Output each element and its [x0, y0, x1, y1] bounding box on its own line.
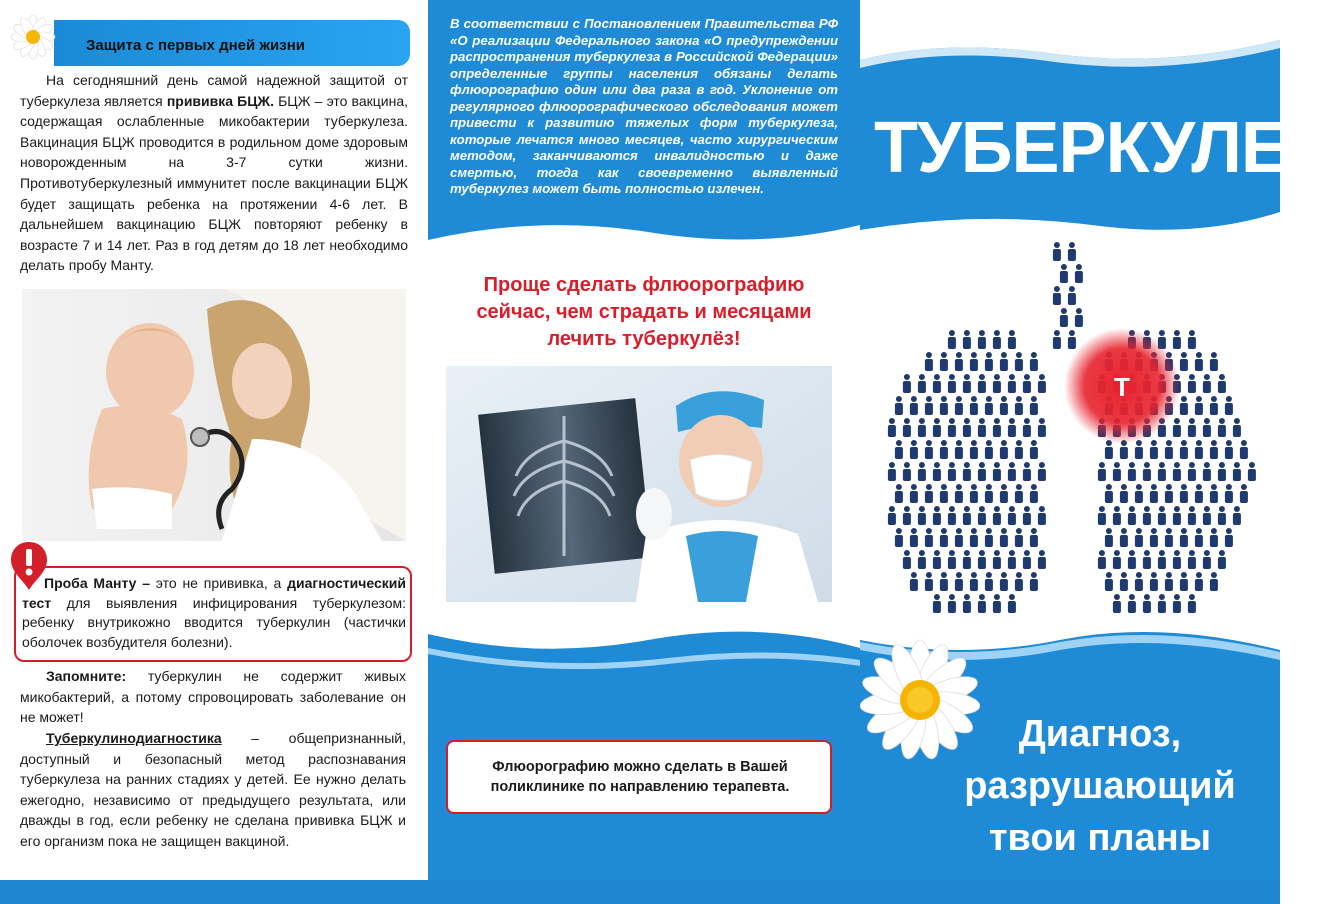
- person-figure: [940, 396, 948, 415]
- person-figure: [910, 528, 918, 547]
- daisy-flower-icon: [850, 630, 990, 770]
- person-figure: [1135, 440, 1143, 459]
- person-figure: [985, 572, 993, 591]
- person-figure: [1068, 242, 1076, 261]
- person-figure: [903, 374, 911, 393]
- person-figure: [978, 330, 986, 349]
- person-figure: [895, 528, 903, 547]
- intro-paragraph: [20, 70, 408, 276]
- person-figure: [918, 418, 926, 437]
- person-figure: [933, 550, 941, 569]
- person-figure: [1098, 506, 1106, 525]
- person-figure: [963, 330, 971, 349]
- person-figure: [1000, 352, 1008, 371]
- person-figure: [903, 506, 911, 525]
- person-figure: [1150, 440, 1158, 459]
- person-figure: [918, 550, 926, 569]
- person-figure: [1120, 528, 1128, 547]
- person-figure: [963, 594, 971, 613]
- person-figure: [1173, 594, 1181, 613]
- subtitle-line-1: Диагноз,: [1018, 713, 1182, 755]
- person-figure: [918, 374, 926, 393]
- person-figure: [1023, 550, 1031, 569]
- person-figure: [978, 550, 986, 569]
- person-figure: [1030, 440, 1038, 459]
- person-figure: [1038, 418, 1046, 437]
- person-figure: [985, 484, 993, 503]
- person-figure: [993, 550, 1001, 569]
- person-figure: [1038, 462, 1046, 481]
- person-figure: [970, 352, 978, 371]
- person-figure: [1023, 462, 1031, 481]
- person-figure: [918, 506, 926, 525]
- person-figure: [1158, 594, 1166, 613]
- person-figure: [933, 594, 941, 613]
- middle-panel: [428, 0, 860, 882]
- person-figure: [1113, 594, 1121, 613]
- person-figure: [1105, 572, 1113, 591]
- person-figure: [1203, 550, 1211, 569]
- info-line-2: поликлинике по направлению терапевта.: [490, 779, 790, 795]
- person-figure: [993, 506, 1001, 525]
- person-figure: [903, 462, 911, 481]
- person-figure: [925, 484, 933, 503]
- person-figure: [1000, 396, 1008, 415]
- person-figure: [985, 528, 993, 547]
- person-figure: [1210, 572, 1218, 591]
- person-figure: [888, 462, 896, 481]
- person-figure: [1015, 484, 1023, 503]
- person-figure: [1173, 462, 1181, 481]
- person-figure: [955, 396, 963, 415]
- fluorography-info-text: [450, 757, 830, 797]
- person-figure: [1218, 418, 1226, 437]
- person-figure: [910, 572, 918, 591]
- person-figure: [1165, 440, 1173, 459]
- person-figure: [963, 550, 971, 569]
- person-figure: [1038, 550, 1046, 569]
- person-figure: [985, 440, 993, 459]
- person-figure: [1113, 550, 1121, 569]
- person-figure: [925, 440, 933, 459]
- person-figure: [1173, 330, 1181, 349]
- person-figure: [1135, 484, 1143, 503]
- mantoux-warning-text: Проба Манту – это не прививка, а диагностический тест для выявления инфицирования туберкулезом: ребенку внутрикожно вводится туберкулин (частички оболочек возбудителя болезни).: [22, 575, 406, 650]
- person-figure: [1180, 352, 1188, 371]
- person-figure: [903, 550, 911, 569]
- person-figure: [1053, 330, 1061, 349]
- lungs-people-illustration: [882, 236, 1260, 616]
- person-figure: [1128, 594, 1136, 613]
- remember-paragraph: Запомните: туберкулин не содержит живых микобактерий, а потому спровоцировать заболевание он не может!: [20, 668, 406, 726]
- person-figure: [933, 506, 941, 525]
- subtitle-line-2: разрушающий: [964, 765, 1236, 807]
- person-figure: [940, 528, 948, 547]
- person-figure: [978, 462, 986, 481]
- person-figure: [993, 330, 1001, 349]
- person-figure: [1233, 418, 1241, 437]
- person-figure: [1165, 484, 1173, 503]
- person-figure: [1173, 506, 1181, 525]
- person-figure: [1030, 528, 1038, 547]
- person-figure: [1203, 506, 1211, 525]
- person-figure: [970, 572, 978, 591]
- person-figure: [933, 418, 941, 437]
- intro-rest: БЦЖ – это вакцина, содержащая ослабленные микобактерии туберкулеза. Вакцинация БЦЖ проводится в родильном доме здоровым новорожденным на 3-7 сутки жизни. Противотуберкулезный иммунитет после вакцинации БЦЖ будет защищать ребенка на протяжении 4-6 лет. В дальнейшем вакцинацию БЦЖ повторяют ребенку в возрасте 7 и 14 лет. Раз в год детям до 18 лет необходимо делать пробу Манту.: [20, 92, 408, 274]
- person-figure: [1113, 462, 1121, 481]
- person-figure: [970, 396, 978, 415]
- person-figure: [1128, 506, 1136, 525]
- person-figure: [925, 528, 933, 547]
- info-line-1: Флюорографию можно сделать в Вашей: [492, 759, 788, 775]
- person-figure: [1203, 374, 1211, 393]
- person-figure: [1165, 528, 1173, 547]
- person-figure: [1233, 462, 1241, 481]
- person-figure: [1188, 550, 1196, 569]
- person-figure: [940, 572, 948, 591]
- person-figure: [1195, 484, 1203, 503]
- person-figure: [1060, 308, 1068, 327]
- person-figure: [1038, 374, 1046, 393]
- person-figure: [1113, 506, 1121, 525]
- person-figure: [1098, 550, 1106, 569]
- person-figure: [1195, 572, 1203, 591]
- person-figure: [1158, 550, 1166, 569]
- person-figure: [903, 418, 911, 437]
- person-figure: [1225, 484, 1233, 503]
- person-figure: [1135, 572, 1143, 591]
- person-figure: [1210, 352, 1218, 371]
- subtitle-line-3: твои планы: [988, 817, 1212, 859]
- person-figure: [1180, 440, 1188, 459]
- left-panel: [0, 0, 428, 882]
- person-figure: [1015, 352, 1023, 371]
- person-figure: [933, 462, 941, 481]
- person-figure: [1210, 528, 1218, 547]
- person-figure: [1023, 506, 1031, 525]
- infection-marker-label: Т: [1114, 372, 1130, 402]
- person-figure: [970, 484, 978, 503]
- person-figure: [1008, 594, 1016, 613]
- person-figure: [1150, 572, 1158, 591]
- person-figure: [970, 528, 978, 547]
- person-figure: [1188, 374, 1196, 393]
- person-figure: [1008, 462, 1016, 481]
- person-figure: [1075, 308, 1083, 327]
- person-figure: [910, 440, 918, 459]
- tuberculin-diagnostics-paragraph: Туберкулинодиагностика – общепризнанный, доступный и безопасный метод распознавания туберкулеза на ранних стадиях у детей. Ее нужно делать ежегодно, независимо от предыдущего результата, или дважды в год, если ребенку не сделана прививка БЦЖ и его организм пока не защищен вакциной.: [20, 730, 406, 849]
- person-figure: [1098, 462, 1106, 481]
- person-figure: [1158, 462, 1166, 481]
- decree-text: В соответствии с Постановлением Правительства РФ «О реализации Федерального закона «О предупреждении распространения туберкулеза в Российской Федерации» определенные группы населения обязаны делать флюорографию один или два раза в год. Уклонение от регулярного флюорографического обследования может привести к развитию тяжелых форм туберкулеза, которые лечатся много месяцев, часто хирургическим методом, заканчиваются инвалидностью и даже смертью, тогда как своевременно выявленный туберкулез может быть полностью излечен.: [450, 16, 838, 196]
- person-figure: [940, 352, 948, 371]
- person-figure: [1023, 374, 1031, 393]
- person-figure: [1218, 506, 1226, 525]
- person-figure: [948, 418, 956, 437]
- person-figure: [1023, 418, 1031, 437]
- intro-bold: прививка БЦЖ.: [166, 92, 274, 109]
- person-figure: [1225, 440, 1233, 459]
- person-figure: [1218, 374, 1226, 393]
- person-figure: [895, 396, 903, 415]
- person-figure: [1000, 528, 1008, 547]
- person-figure: [985, 352, 993, 371]
- person-figure: [1068, 286, 1076, 305]
- person-figure: [1218, 462, 1226, 481]
- person-figure: [993, 594, 1001, 613]
- person-figure: [1203, 418, 1211, 437]
- person-figure: [888, 506, 896, 525]
- person-figure: [955, 440, 963, 459]
- person-figure: [970, 440, 978, 459]
- person-figure: [1188, 594, 1196, 613]
- person-figure: [948, 550, 956, 569]
- person-figure: [1180, 396, 1188, 415]
- person-figure: [1000, 484, 1008, 503]
- person-figure: [1203, 462, 1211, 481]
- person-figure: [955, 528, 963, 547]
- person-figure: [963, 418, 971, 437]
- person-figure: [918, 462, 926, 481]
- person-figure: [1210, 440, 1218, 459]
- slogan-line-1: Проще сделать флюорографию: [483, 274, 805, 296]
- person-figure: [1008, 374, 1016, 393]
- person-figure: [1233, 506, 1241, 525]
- person-figure: [1195, 528, 1203, 547]
- person-figure: [1173, 550, 1181, 569]
- slogan-line-3: лечить туберкулёз!: [547, 328, 741, 350]
- person-figure: [955, 484, 963, 503]
- intro-text: На сегодняшний день самой надежной защитой от туберкулеза является: [20, 72, 408, 109]
- diagnostic-test-term: диагностический тест: [22, 575, 406, 611]
- person-figure: [895, 440, 903, 459]
- person-figure: [1015, 528, 1023, 547]
- tuberculosis-title: ТУБЕРКУЛЕЗ: [874, 108, 1332, 188]
- person-figure: [948, 330, 956, 349]
- bottom-strip: [0, 880, 1280, 904]
- person-figure: [1030, 396, 1038, 415]
- person-figure: [978, 374, 986, 393]
- person-figure: [1195, 396, 1203, 415]
- person-figure: [1210, 396, 1218, 415]
- person-figure: [1188, 330, 1196, 349]
- person-figure: [1120, 484, 1128, 503]
- person-figure: [925, 396, 933, 415]
- person-figure: [1053, 242, 1061, 261]
- person-figure: [1225, 528, 1233, 547]
- person-figure: [933, 374, 941, 393]
- fluorography-slogan: [428, 272, 860, 353]
- person-figure: [1188, 506, 1196, 525]
- person-figure: [1180, 572, 1188, 591]
- person-figure: [1165, 572, 1173, 591]
- person-figure: [1240, 484, 1248, 503]
- person-figure: [1248, 462, 1256, 481]
- daisy-icon: [10, 14, 56, 60]
- remember-term: Запомните:: [46, 668, 127, 684]
- person-figure: [978, 594, 986, 613]
- person-figure: [978, 418, 986, 437]
- person-figure: [985, 396, 993, 415]
- person-figure: [1135, 528, 1143, 547]
- person-figure: [1008, 418, 1016, 437]
- doctor-xray-photo: [446, 366, 832, 602]
- person-figure: [1105, 484, 1113, 503]
- person-figure: [1128, 550, 1136, 569]
- person-figure: [978, 506, 986, 525]
- person-figure: [1015, 572, 1023, 591]
- person-figure: [1150, 528, 1158, 547]
- person-figure: [1173, 418, 1181, 437]
- person-figure: [1143, 550, 1151, 569]
- section-title: Защита с первых дней жизни: [86, 37, 305, 54]
- person-figure: [948, 506, 956, 525]
- person-figure: [1188, 418, 1196, 437]
- person-figure: [1225, 396, 1233, 415]
- person-figure: [1075, 264, 1083, 283]
- person-figure: [910, 396, 918, 415]
- person-figure: [1060, 264, 1068, 283]
- person-figure: [1195, 440, 1203, 459]
- person-figure: [1195, 352, 1203, 371]
- person-figure: [948, 594, 956, 613]
- person-figure: [1030, 352, 1038, 371]
- person-figure: [1008, 330, 1016, 349]
- person-figure: [963, 374, 971, 393]
- person-figure: [1030, 572, 1038, 591]
- person-figure: [993, 418, 1001, 437]
- person-figure: [1015, 440, 1023, 459]
- person-figure: [1015, 396, 1023, 415]
- person-figure: [1105, 528, 1113, 547]
- person-figure: [910, 484, 918, 503]
- person-figure: [1180, 528, 1188, 547]
- person-figure: [940, 440, 948, 459]
- person-figure: [1218, 550, 1226, 569]
- person-figure: [925, 572, 933, 591]
- slogan-line-2: сейчас, чем страдать и месяцами: [476, 301, 812, 323]
- person-figure: [1143, 462, 1151, 481]
- person-figure: [925, 352, 933, 371]
- person-figure: [1008, 550, 1016, 569]
- person-figure: [948, 374, 956, 393]
- mantoux-term: Проба Манту –: [44, 575, 151, 591]
- person-figure: [1150, 484, 1158, 503]
- person-figure: [1180, 484, 1188, 503]
- person-figure: [1000, 572, 1008, 591]
- person-figure: [1210, 484, 1218, 503]
- person-figure: [1143, 594, 1151, 613]
- tuberculin-diagnostics-term: Туберкулинодиагностика: [46, 730, 222, 746]
- person-figure: [963, 506, 971, 525]
- person-figure: [1030, 484, 1038, 503]
- person-figure: [1120, 572, 1128, 591]
- person-figure: [1158, 506, 1166, 525]
- person-figure: [993, 374, 1001, 393]
- person-figure: [1008, 506, 1016, 525]
- person-figure: [1240, 440, 1248, 459]
- person-figure: [948, 462, 956, 481]
- person-figure: [1068, 330, 1076, 349]
- person-figure: [1053, 286, 1061, 305]
- person-figure: [1188, 462, 1196, 481]
- person-figure: [940, 484, 948, 503]
- person-figure: [895, 484, 903, 503]
- person-figure: [1143, 506, 1151, 525]
- mother-baby-photo: [22, 289, 406, 541]
- person-figure: [1128, 462, 1136, 481]
- person-figure: [955, 352, 963, 371]
- person-figure: [963, 462, 971, 481]
- person-figure: [993, 462, 1001, 481]
- person-figure: [955, 572, 963, 591]
- person-figure: [1038, 506, 1046, 525]
- person-figure: [888, 418, 896, 437]
- person-figure: [1000, 440, 1008, 459]
